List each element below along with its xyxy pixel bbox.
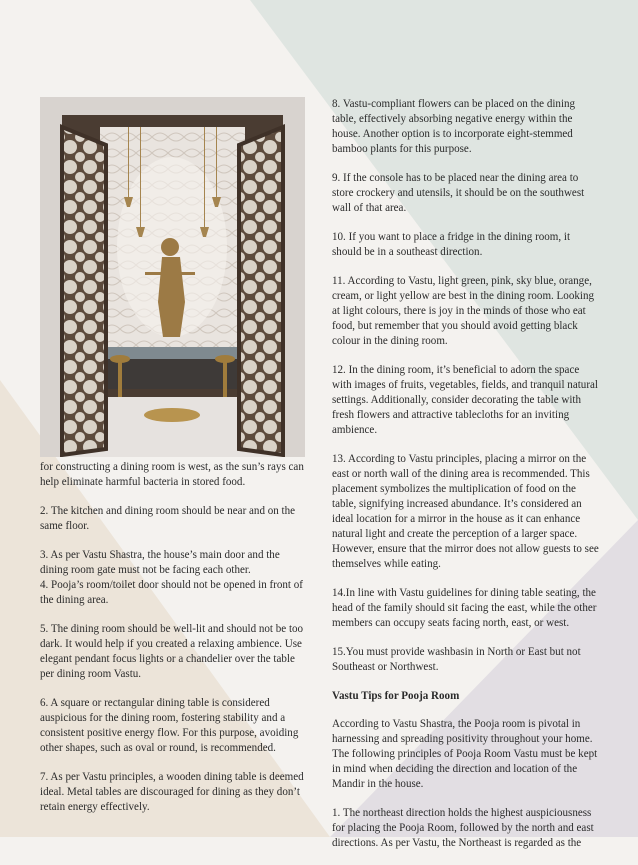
paragraph: 10. If you want to place a fridge in the dining room, it should be in a southeast direction. xyxy=(332,231,571,258)
paragraph: 12. In the dining room, it’s beneficial to adorn the space with images of fruits, vegetables, fields, and tranquil natural settings. Additionally, consider decorating the table with fresh flowers and attractive tablecloths for an inviting ambience. xyxy=(332,364,598,436)
paragraph: 1. The northeast direction holds the highest auspiciousness for placing the Pooja Room, followed by the north and east directions. As per Vastu, the Northeast is regarded as the xyxy=(332,807,594,849)
paragraph: 2. The kitchen and dining room should be near and on the same floor. xyxy=(40,505,296,532)
paragraph: for constructing a dining room is west, as the sun’s rays can help eliminate harmful bacteria in stored food. xyxy=(40,461,304,488)
section-heading: Vastu Tips for Pooja Room xyxy=(332,690,460,702)
paragraph: 15.You must provide washbasin in North or East but not Southeast or Northwest. xyxy=(332,646,581,673)
paragraph: 14.In line with Vastu guidelines for dining table seating, the head of the family should sit facing the east, while the other members can occupy seats facing north, east, or west. xyxy=(332,587,597,629)
paragraph: 5. The dining room should be well-lit and should not be too dark. It would help if you created a relaxing ambience. Use elegant pendant focus lights or a chandelier over the table per dining room Vastu. xyxy=(40,623,304,680)
paragraph: 4. Pooja’s room/toilet door should not be opened in front of the dining area. xyxy=(40,579,303,606)
left-column xyxy=(40,460,308,829)
paragraph: 3. As per Vastu Shastra, the house’s main door and the dining room gate must not be facing each other. xyxy=(40,549,280,576)
paragraph: 6. A square or rectangular dining table is considered auspicious for the dining room, fostering stability and a consistent positive energy flow. For this purpose, avoiding other shapes, such as oval or round, is recommended. xyxy=(40,697,299,754)
paragraph: 9. If the console has to be placed near the dining area to store crockery and utensils, it should be on the southwest wall of that area. xyxy=(332,172,585,214)
paragraph: 13. According to Vastu principles, placing a mirror on the east or north wall of the dining area is recommended. This placement symbolizes the multiplication of food on the table, signifying increased abundance. It’s considered an ideal location for a mirror in the house as it can enhance natural light and create the perception of a larger space. However, ensure that the mirror does not allow guests to see themselves while eating. xyxy=(332,453,599,570)
paragraph: According to Vastu Shastra, the Pooja room is pivotal in harnessing and spreading positivity throughout your home. The following principles of Pooja Room Vastu must be kept in mind when deciding the direction and location of the Mandir in the house. xyxy=(332,718,598,790)
paragraph: 11. According to Vastu, light green, pink, sky blue, orange, cream, or light yellow are best in the dining room. Looking at light colours, there is joy in the minds of those who eat food, but remember that you should avoid getting black colour in the dining room. xyxy=(332,275,594,347)
paragraph: 8. Vastu-compliant flowers can be placed on the dining table, effectively absorbing negative energy within the house. Another option is to incorporate eight-stemmed bamboo plants for this purpose. xyxy=(332,98,576,155)
right-column xyxy=(332,97,600,865)
paragraph: 7. As per Vastu principles, a wooden dining table is deemed ideal. Metal tables are discouraged for dining as they don’t retain energy effectively. xyxy=(40,771,304,813)
pooja-room-photo xyxy=(40,97,305,457)
